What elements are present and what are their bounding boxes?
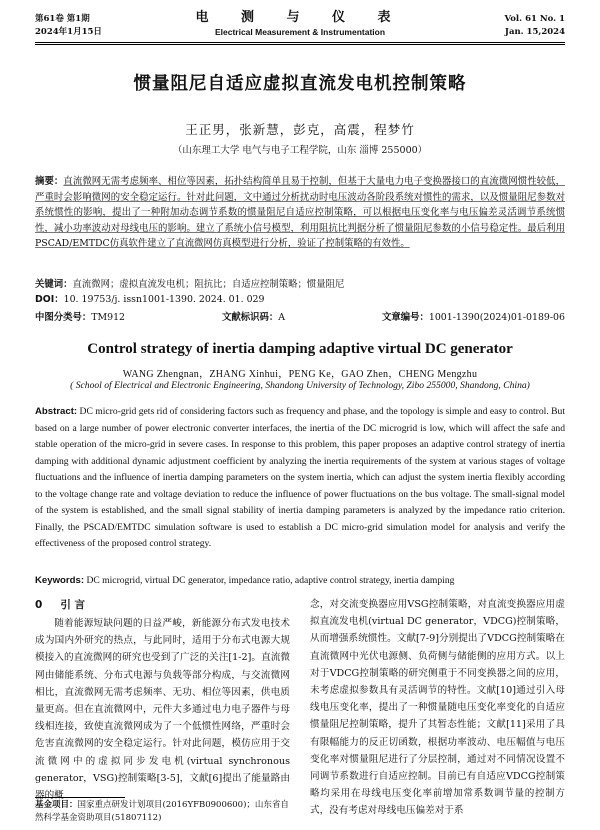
keywords-cn xyxy=(35,278,565,292)
classification: 中图分类号：TM912 xyxy=(35,312,126,323)
header-date-cn: 2024年1月15日 xyxy=(35,27,102,37)
section-heading-intro xyxy=(35,597,103,612)
keywords-en-label: Keywords: xyxy=(35,575,85,586)
funding-footnote xyxy=(35,799,290,825)
section-title: 引 言 xyxy=(60,599,85,611)
classification-row xyxy=(35,309,565,323)
abstract-en-text: DC micro-grid gets rid of considering factors such as frequency and phase, and the topology is simple and easy to control. But based on a large number of power electronic converter interfaces, the inertia of the DC microgrid is low, which will affect the safe and stable operation of the micro-grid in severe cases. In response to this problem, this paper proposes an adaptive control strategy of inertia damping with additional dynamic adjustment coefficient by analyzing the inertia requirements of the system at various stages of voltage fluctuations and the influence of inertia damping parameters on the system inertia, which can adjust the system inertia flexibly according to the voltage change rate and voltage deviation to reduce the influence of power fluctuations on the bus voltage. The small-signal model of the system is established, and the small signal stability of inertia damping parameters is analyzed by the impedance ratio criterion. Finally, the PSCAD/EMTDC simulation software is used to establish a DC micro-grid simulation model for analysis and verify the effectiveness of the proposed control strategy. xyxy=(35,406,565,549)
authors-cn: 王正男，张新慧，彭克，高震，程梦竹 xyxy=(185,122,415,137)
keywords-en-text: DC microgrid, virtual DC generator, impedance ratio, adaptive control strategy, inertia damping xyxy=(86,575,455,586)
affiliation-cn: （山东理工大学 电气与电子工程学院，山东 淄博 255000） xyxy=(172,145,428,156)
keywords-en xyxy=(35,575,565,586)
footnote-rule xyxy=(35,797,125,798)
journal-name-en: Electrical Measurement & Instrumentation xyxy=(214,27,386,37)
keywords-cn-label: 关键词： xyxy=(35,279,73,290)
document-code: 文献标识码：A xyxy=(221,312,286,323)
funding-label: 基金项目： xyxy=(35,800,78,810)
header-volume: 第61卷 第1期 xyxy=(35,14,90,24)
header-rule-bottom xyxy=(35,44,565,45)
header-vol-en: Vol. 61 No. 1 xyxy=(504,14,565,24)
affiliation-en: ( School of Electrical and Electronic Engineering, Shandong University of Technology, Zibo 255000, Shandong, China) xyxy=(70,380,530,391)
header-rule-top xyxy=(35,42,565,43)
abstract-cn-label: 摘要： xyxy=(35,176,64,187)
section-number: 0 xyxy=(35,599,43,611)
doi-text: 10. 19753/j. issn1001-1390. 2024. 01. 029 xyxy=(63,294,265,305)
abstract-en-label: Abstract: xyxy=(35,406,78,417)
doi-label: DOI： xyxy=(35,294,64,305)
intro-right-column: 念，对交流变换器应用VSG控制策略，对直流变换器应用虚拟直流发电机(virtual DC generator，VDCG)控制策略，从而增强系统惯性。文献[7-9]分别提出了VDCG控制策略在直流微网中光伏电源侧、负荷侧与储能侧的应用方式。以上对于VDCG控制策略的研究侧重于不同变换器之间的应用，未考虑虚拟参数具有灵活调节的特性。文献[10]通过引入母线电压变化率，提出了一种惯量随电压变化率变化的自适应惯量阻尼控制策略，提升了其暂态性能；文献[11]采用了具有限幅能力的反正切函数，根据功率波动、电压幅值与电压变化率对惯量阻尼进行了分层控制，通过对不同情况设置不同调节系数进行自适应控制。目前已有自适应VDCG控制策略均采用在母线电压变化率前增加常系数调节量的控制方式，没有考虑对母线电压偏差对于系 xyxy=(310,599,565,817)
abstract-en xyxy=(35,404,565,553)
abstract-cn-text: 直流微网无需考虑频率、相位等因素，拓扑结构简单且易于控制，但基于大量电力电子变换器接口的直流微网惯性较低，严重时会影响微网的安全稳定运行。针对此问题，文中通过分析扰动时电压波动各阶段系统对惯性的需求，以及惯量阻尼参数对系统惯性的影响，提出了一种附加动态调节系数的惯量阻尼自适应控制策略，可以根据电压变化率与电压偏差灵活调节系统惯性，减小功率波动对母线电压的影响。建立了系统小信号模型，利用阻抗比判据分析了惯量阻尼参数的小信号稳定性。最后利用PSCAD/EMTDC仿真软件建立了直流微网仿真模型进行分析，验证了控制策略的有效性。 xyxy=(35,176,565,249)
abstract-cn xyxy=(35,174,565,252)
header-issue-block xyxy=(504,13,565,39)
funding-text: 国家重点研发计划项目(2016YFB0900600)；山东省自然科学基金资助项目(51807112) xyxy=(35,800,289,823)
paper-title-en: Control strategy of inertia damping adaptive virtual DC generator xyxy=(87,341,513,357)
paper-title-cn: 惯量阻尼自适应虚拟直流发电机控制策略 xyxy=(133,74,467,94)
doi xyxy=(35,293,565,307)
journal-name-cn: 电 测 与 仪 表 xyxy=(195,10,405,25)
intro-left-column: 随着能源短缺问题的日益严峻，新能源分布式发电技术成为国内外研究的热点，与此同时，适用于分布式电源大规模接入的直流微网的研究也受到了广泛的关注[1-2]。直流微网由储能系统、分布式电源与负载等部分构成，与交流微网相比，直流微网无需考虑频率、无功、相位等因素，供电质量更高。但在直流微网中，元件大多通过电力电子器件与母线相连接，致使直流微网成为了一个低惯性网络，严重时会危害直流微网的安全稳定运行。针对此问题，模仿应用于交流微网中的虚拟同步发电机(virtual synchronous generator，VSG)控制策略[3-5]，文献[6]提出了能量路由器的概 xyxy=(35,618,290,802)
header-date-en: Jan. 15,2024 xyxy=(504,27,565,37)
article-number: 文章编号：1001-1390(2024)01-0189-06 xyxy=(381,312,565,323)
authors-en: WANG Zhengnan，ZHANG Xinhui，PENG Ke，GAO Zhen，CHENG Mengzhu xyxy=(122,369,478,380)
keywords-cn-text: 直流微网；虚拟直流发电机；阻抗比；自适应控制策略；惯量阻尼 xyxy=(72,279,345,290)
